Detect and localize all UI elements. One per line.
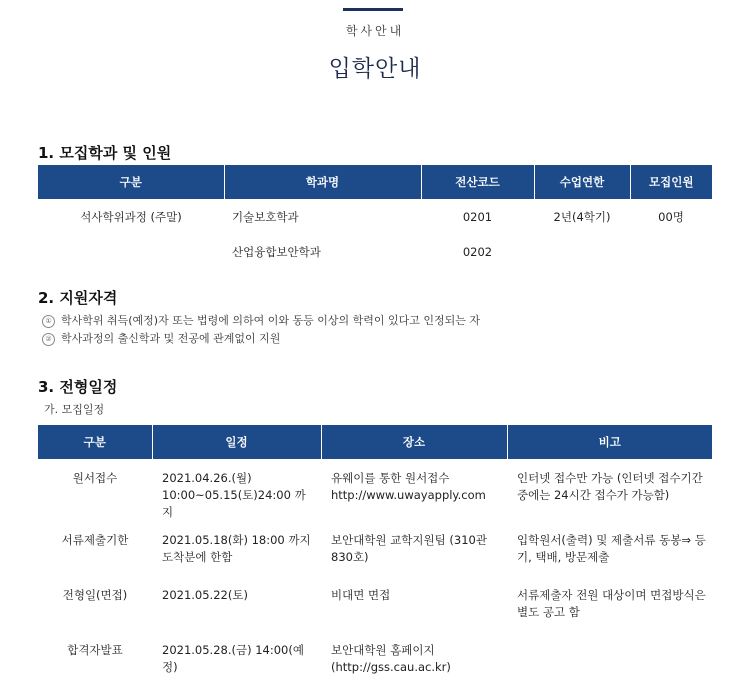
cell-line: 입학원서(출력) 및 제출서류 동봉⇒ 등 [517, 533, 706, 547]
cell-code: 0201 [462, 209, 493, 224]
cell-line: 보안대학원 교학지원팀 (310관 [331, 533, 487, 547]
column-header: 학과명 [224, 165, 421, 199]
cell-line: 비대면 면접 [331, 588, 391, 602]
cell-line: 830호) [331, 550, 369, 564]
circled-number: ② [42, 333, 55, 346]
cell-line: 2021.04.26.(월) [162, 471, 252, 485]
cell-line: 도착분에 한함 [162, 550, 233, 564]
cell-note [507, 459, 712, 521]
cell-line: 기, 택배, 방문제출 [517, 550, 610, 564]
cell-line: 2021.05.28.(금) 14:00(예정) [162, 643, 304, 674]
list-item-text: 학사학위 취득(예정)자 또는 법령에 의하여 이와 동등 이상의 학력이 있다고 인정되는 자 [61, 314, 480, 327]
table-row [38, 459, 712, 521]
table-row [38, 234, 712, 269]
cell-quota: 00명 [658, 209, 684, 224]
cell-division [38, 234, 224, 269]
header-accent-bar [343, 8, 403, 11]
recruitment-table [38, 165, 712, 269]
cell-note [507, 521, 712, 576]
column-header: 수업연한 [534, 165, 630, 199]
list-item [42, 330, 280, 346]
section-title-eligibility: 2. 지원자격 [38, 289, 118, 307]
cell-department: 산업융합보안학과 [232, 244, 321, 259]
circled-number: ① [42, 315, 55, 328]
cell-line: 보안대학원 홈페이지 [331, 643, 435, 657]
section-title-recruitment: 1. 모집학과 및 인원 [38, 144, 172, 162]
cell-place [321, 631, 507, 686]
cell-division: 원서접수 [72, 471, 118, 485]
cell-note [507, 631, 712, 686]
cell-line: http://www.uwayapply.com [331, 488, 486, 502]
schedule-table [38, 425, 712, 686]
cell-line: 2021.05.18(화) 18:00 까지 [162, 533, 311, 547]
column-header: 장소 [321, 425, 507, 459]
cell-line: 별도 공고 함 [517, 605, 580, 619]
cell-place [321, 459, 507, 521]
cell-schedule [152, 521, 321, 576]
cell-department: 기술보호학과 [232, 209, 299, 224]
cell-schedule [152, 631, 321, 686]
cell-schedule [152, 576, 321, 631]
cell-note [507, 576, 712, 631]
cell-division: 서류제출기한 [61, 533, 129, 547]
cell-duration: 2년(4학기) [553, 209, 611, 224]
column-header: 일정 [152, 425, 321, 459]
section-title-schedule: 3. 전형일정 [38, 378, 118, 396]
column-header: 모집인원 [630, 165, 712, 199]
list-item-text: 학사과정의 출신학과 및 전공에 관계없이 지원 [61, 332, 281, 345]
cell-line: (http://gss.cau.ac.kr) [331, 660, 451, 674]
table-header-row [38, 165, 712, 199]
cell-division: 석사학위과정 (주말) [80, 209, 182, 224]
cell-schedule [152, 459, 321, 521]
table-row [38, 521, 712, 576]
cell-quota [630, 234, 712, 269]
table-row [38, 631, 712, 686]
cell-line: 2021.05.22(토) [162, 588, 248, 602]
page-title: 입학안내 [328, 56, 422, 82]
cell-division: 합격자발표 [67, 643, 123, 657]
cell-line: 인터넷 접수만 가능 (인터넷 접수기간 [517, 471, 703, 485]
page-category: 학사안내 [345, 24, 405, 38]
subsection-title: 가. 모집일정 [44, 403, 105, 416]
table-header-row [38, 425, 712, 459]
cell-line: 10:00~05.15(토)24:00 까지 [162, 488, 306, 519]
cell-place [321, 521, 507, 576]
cell-place [321, 576, 507, 631]
column-header: 비고 [507, 425, 712, 459]
cell-division: 전형일(면접) [62, 588, 128, 602]
column-header: 전산코드 [421, 165, 534, 199]
list-item [42, 312, 480, 328]
cell-duration [534, 234, 630, 269]
cell-line: 서류제출자 전원 대상이며 면접방식은 [517, 588, 706, 602]
cell-line: 유웨이를 통한 원서접수 [331, 471, 450, 485]
cell-line: 중에는 24시간 접수가 가능함) [517, 488, 670, 502]
cell-code: 0202 [462, 244, 493, 259]
table-row [38, 576, 712, 631]
column-header: 구분 [38, 425, 152, 459]
table-row [38, 199, 712, 234]
column-header: 구분 [38, 165, 224, 199]
